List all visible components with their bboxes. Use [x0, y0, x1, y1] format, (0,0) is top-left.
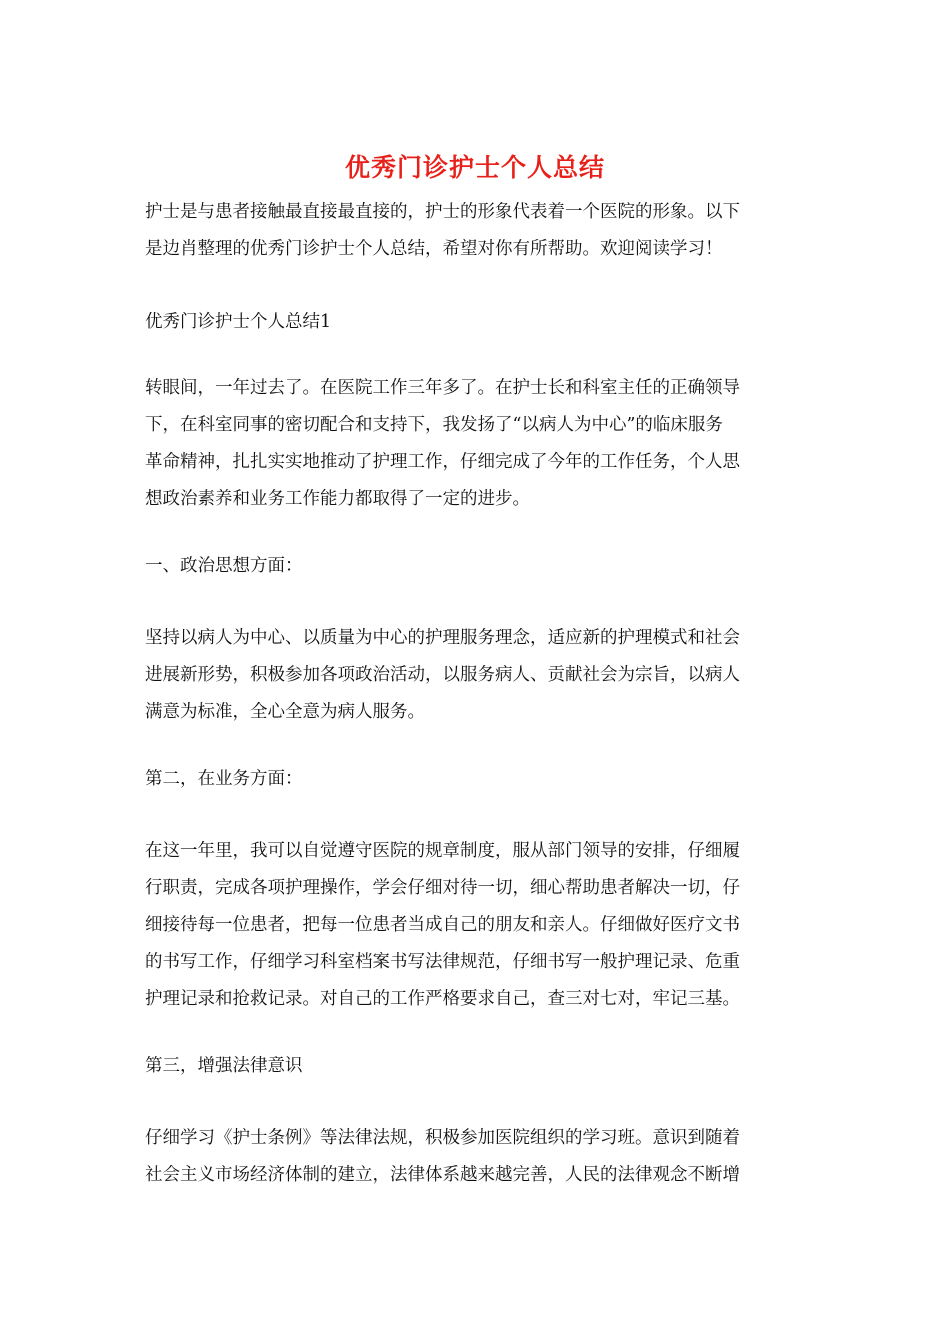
paragraph-line: 想政治素养和业务工作能力都取得了一定的进步。	[145, 489, 530, 509]
paragraph-line: 满意为标准，全心全意为病人服务。	[145, 702, 425, 722]
paragraph-line: 坚持以病人为中心、以质量为中心的护理服务理念，适应新的护理模式和社会	[145, 628, 740, 648]
sub-heading: 第三，增强法律意识	[145, 1056, 303, 1076]
paragraph-line: 仔细学习《护士条例》等法律法规，积极参加医院组织的学习班。意识到随着	[145, 1128, 740, 1148]
paragraph-line: 护理记录和抢救记录。对自己的工作严格要求自己，查三对七对，牢记三基。	[145, 989, 740, 1009]
paragraph-line: 转眼间，一年过去了。在医院工作三年多了。在护士长和科室主任的正确领导	[145, 378, 740, 398]
sub-heading: 第二，在业务方面：	[145, 769, 303, 789]
paragraph-line: 进展新形势，积极参加各项政治活动，以服务病人、贡献社会为宗旨，以病人	[145, 665, 740, 685]
paragraph-line: 在这一年里，我可以自觉遵守医院的规章制度，服从部门领导的安排，仔细履	[145, 841, 740, 861]
intro-line: 是边肖整理的优秀门诊护士个人总结，希望对你有所帮助。欢迎阅读学习！	[145, 239, 723, 259]
intro-line: 护士是与患者接触最直接最直接的，护士的形象代表着一个医院的形象。以下	[145, 202, 740, 222]
paragraph-line: 革命精神，扎扎实实地推动了护理工作，仔细完成了今年的工作任务，个人思	[145, 452, 740, 472]
paragraph-line: 行职责，完成各项护理操作，学会仔细对待一切，细心帮助患者解决一切，仔	[145, 878, 740, 898]
sub-heading: 一、政治思想方面：	[145, 556, 303, 576]
document-title: 优秀门诊护士个人总结	[344, 153, 605, 182]
paragraph-line: 社会主义市场经济体制的建立，法律体系越来越完善，人民的法律观念不断增	[145, 1165, 740, 1185]
section-heading: 优秀门诊护士个人总结1	[145, 312, 332, 332]
paragraph-line: 的书写工作，仔细学习科室档案书写法律规范，仔细书写一般护理记录、危重	[145, 952, 740, 972]
paragraph-line: 细接待每一位患者，把每一位患者当成自己的朋友和亲人。仔细做好医疗文书	[145, 915, 740, 935]
paragraph-line: 下，在科室同事的密切配合和支持下，我发扬了“以病人为中心”的临床服务	[145, 415, 723, 435]
